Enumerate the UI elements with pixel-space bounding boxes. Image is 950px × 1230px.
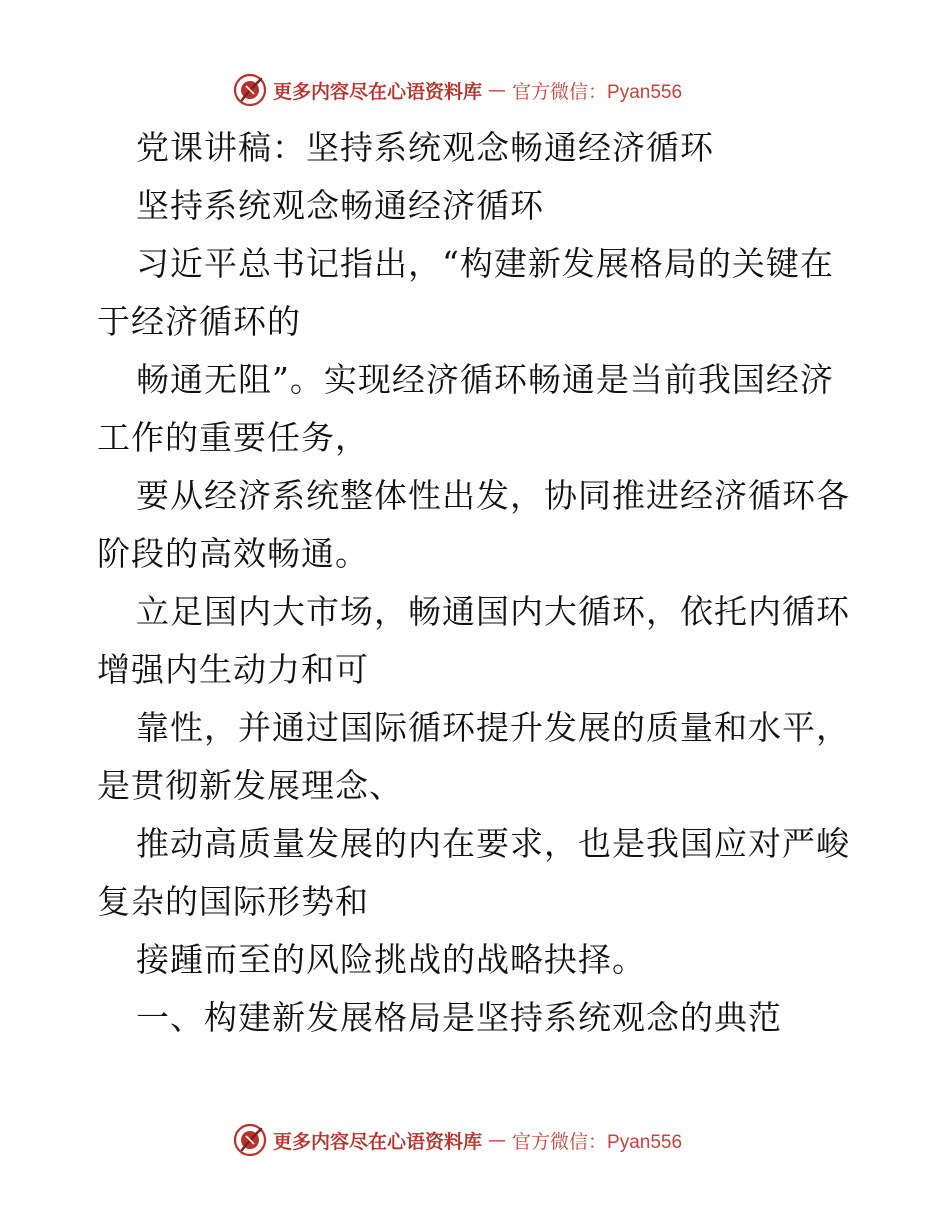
paragraph-line: 于经济循环的 — [97, 302, 301, 341]
paragraph-line: 畅通无阻”。实现经济循环畅通是当前我国经济 — [136, 360, 834, 399]
paragraph-line: 要从经济系统整体性出发，协同推进经济循环各 — [136, 476, 850, 515]
footer-banner-wechat: 官方微信：Pyan556 — [512, 1131, 683, 1153]
feather-seal-icon — [233, 73, 267, 107]
footer-banner-text: 更多内容尽在心语资料库 — [273, 1130, 483, 1153]
paragraph-line: 靠性，并通过国际循环提升发展的质量和水平， — [136, 708, 850, 747]
paragraph-line: 是贯彻新发展理念、 — [97, 766, 403, 805]
paragraph-line: 推动高质量发展的内在要求，也是我国应对严峻 — [136, 824, 850, 863]
paragraph-line: 增强内生动力和可 — [97, 650, 369, 689]
paragraph-line: 接踵而至的风险挑战的战略抉择。 — [136, 940, 646, 979]
paragraph-line: 立足国内大市场，畅通国内大循环，依托内循环 — [136, 592, 850, 631]
feather-seal-icon — [233, 1123, 267, 1157]
header-banner-text: 更多内容尽在心语资料库 — [273, 80, 483, 103]
section-heading: 一、构建新发展格局是坚持系统观念的典范 — [136, 998, 782, 1037]
header-banner-wechat: 官方微信：Pyan556 — [512, 81, 683, 103]
footer-banner-separator: — — [488, 1129, 507, 1151]
footer-banner — [233, 1122, 682, 1158]
document-subtitle: 坚持系统观念畅通经济循环 — [136, 186, 544, 225]
paragraph-line: 工作的重要任务， — [97, 418, 369, 457]
header-banner — [233, 72, 682, 108]
paragraph-line: 复杂的国际形势和 — [97, 882, 369, 921]
header-banner-separator: — — [488, 79, 507, 101]
document-title: 党课讲稿：坚持系统观念畅通经济循环 — [136, 128, 714, 167]
paragraph-line: 阶段的高效畅通。 — [97, 534, 369, 573]
paragraph-line: 习近平总书记指出，“构建新发展格局的关键在 — [136, 244, 834, 283]
